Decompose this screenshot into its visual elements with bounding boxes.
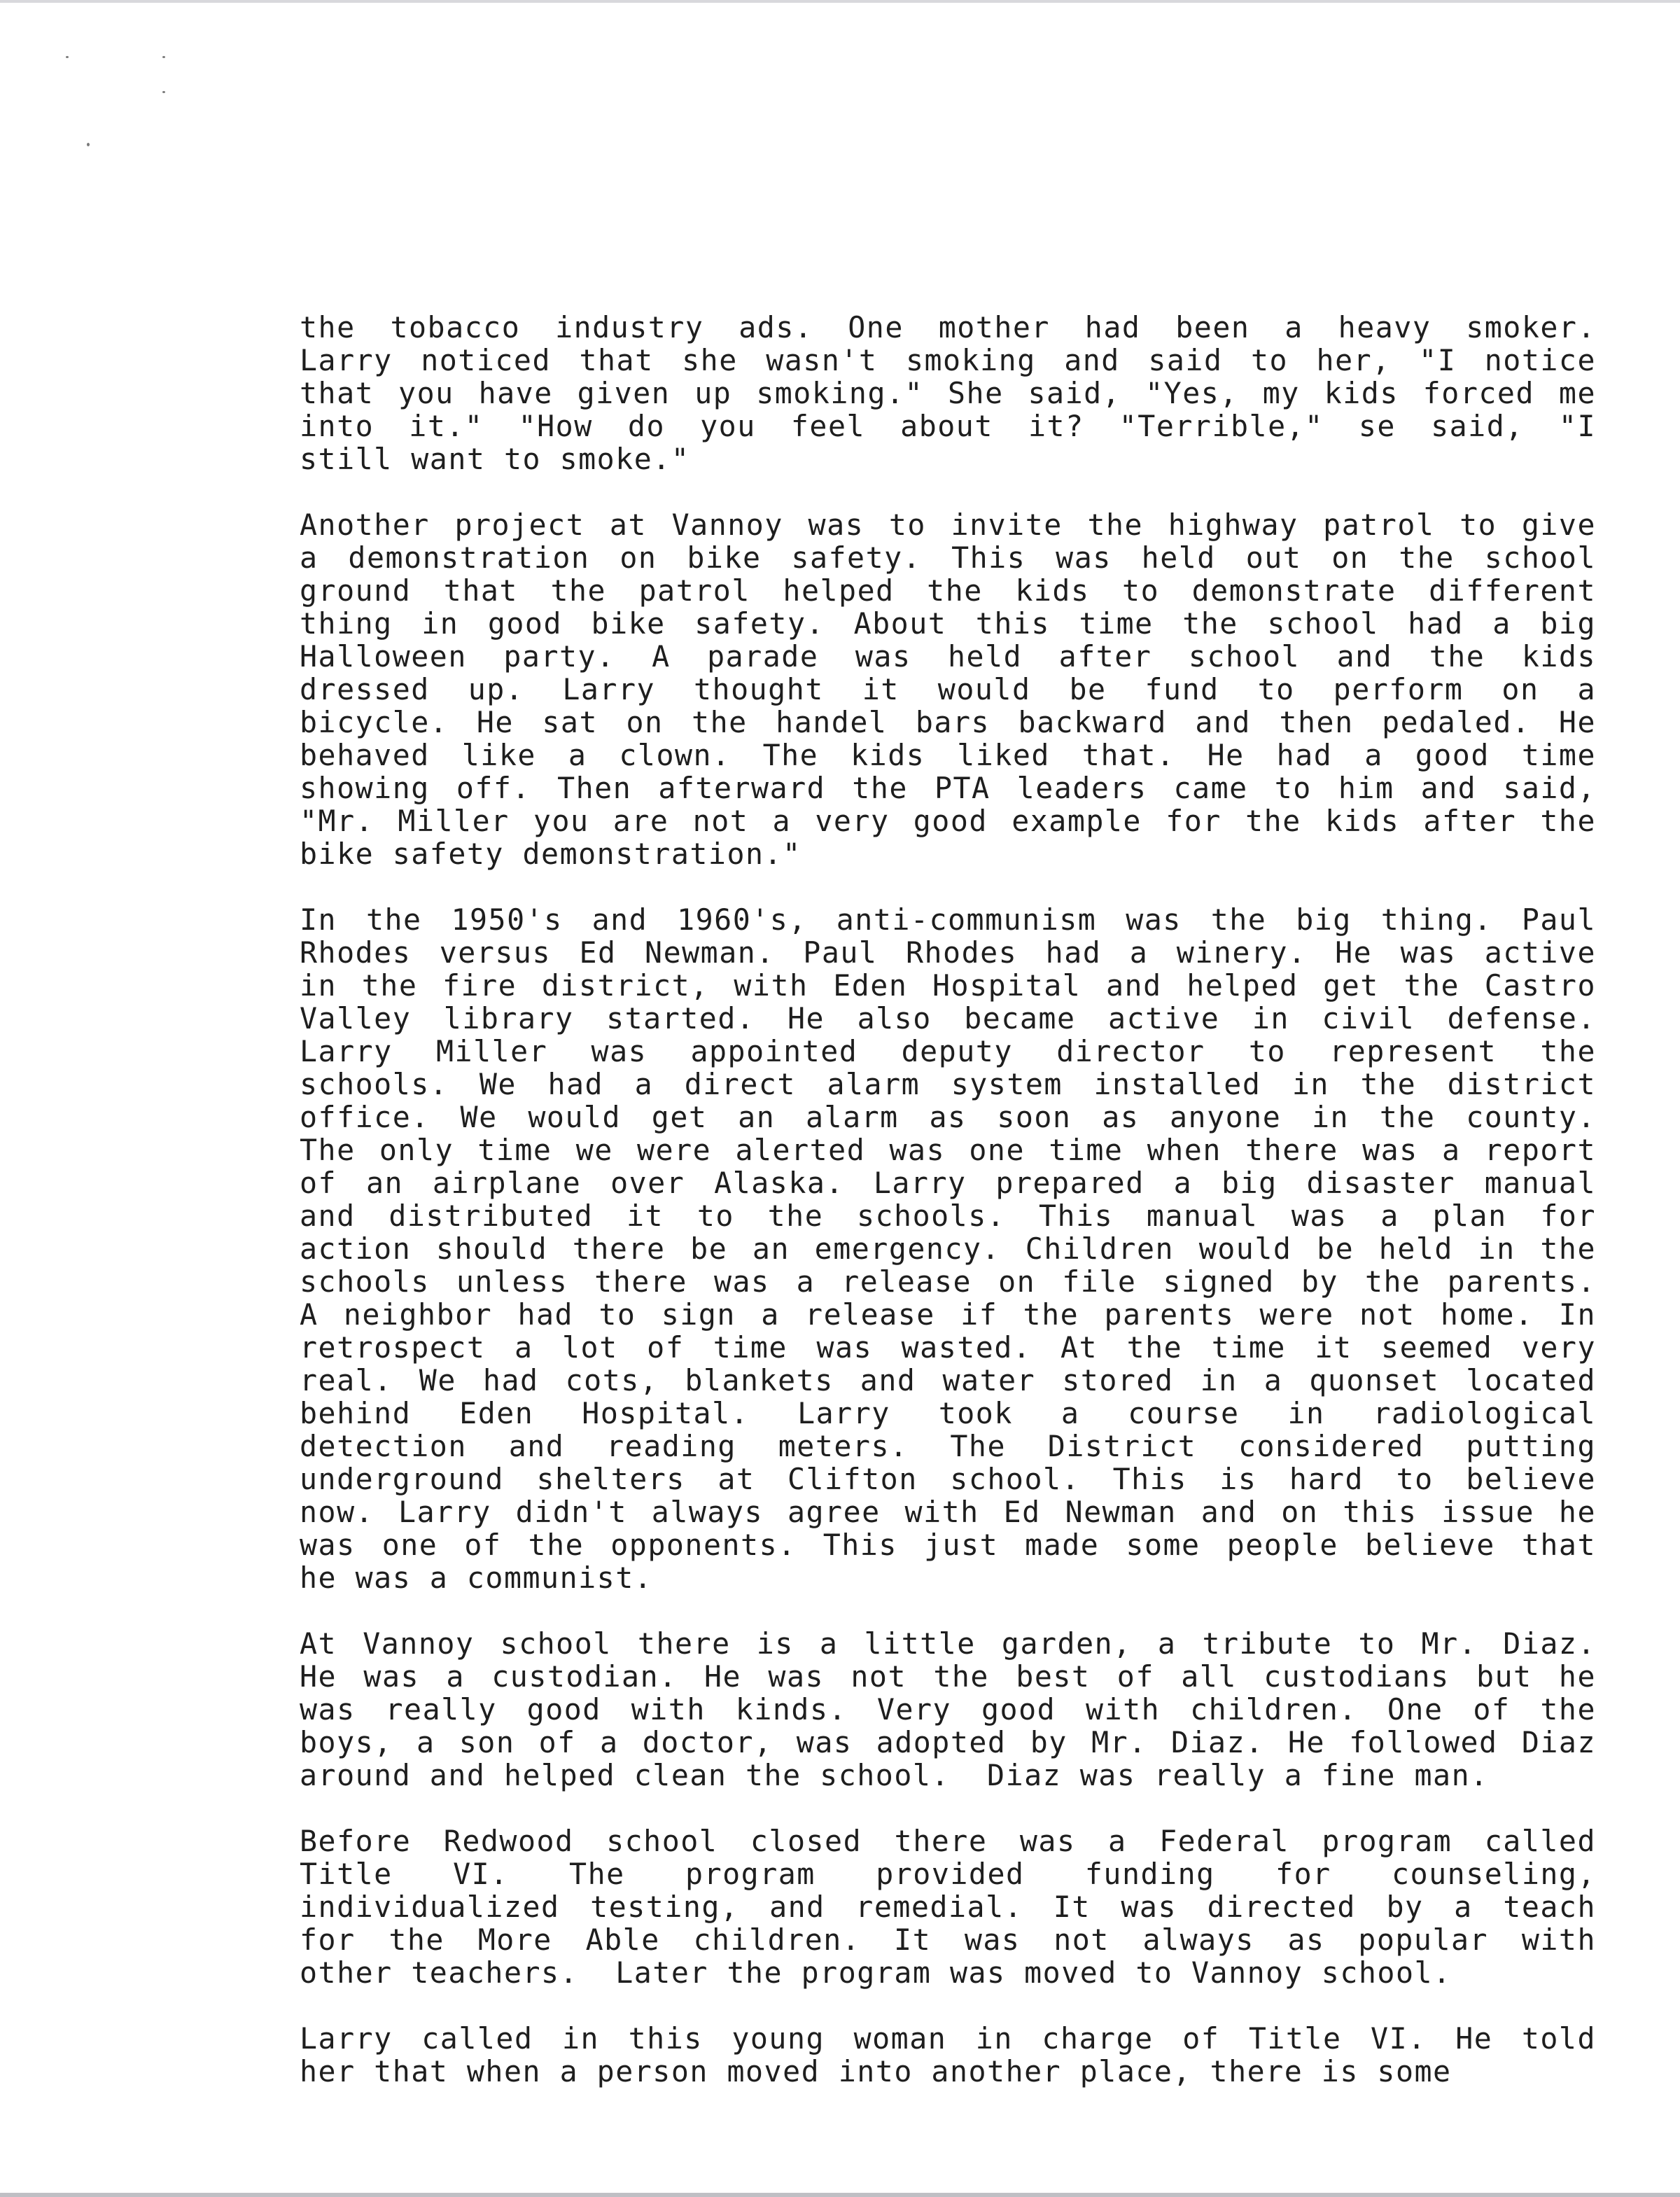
scan-speck [66, 56, 69, 58]
scan-speck [162, 91, 165, 93]
text-line: In the 1950's and 1960's, anti-communism was the big thing. Paul [300, 902, 1596, 937]
text-line: schools. We had a direct alarm system installed in the district [300, 1067, 1596, 1101]
text-line: he was a communist. [300, 1561, 653, 1595]
text-line: of an airplane over Alaska. Larry prepared a big disaster manual [300, 1166, 1596, 1200]
text-line: bicycle. He sat on the handel bars backward and then pedaled. He [300, 705, 1596, 739]
text-line: Before Redwood school closed there was a Federal program called [300, 1824, 1596, 1858]
text-line: was really good with kinds. Very good with children. One of the [300, 1692, 1596, 1727]
text-line: the tobacco industry ads. One mother had been a heavy smoker. [300, 310, 1596, 344]
paragraph [300, 2022, 1596, 2088]
text-line: around and helped clean the school. Diaz was really a fine man. [300, 1758, 1489, 1792]
text-line: still want to smoke." [300, 442, 690, 476]
text-line: He was a custodian. He was not the best of all custodians but he [300, 1659, 1596, 1694]
paragraph [300, 1627, 1596, 1792]
text-line: Rhodes versus Ed Newman. Paul Rhodes had a winery. He was active [300, 935, 1596, 970]
text-line: in the fire district, with Eden Hospital and helped get the Castro [300, 968, 1596, 1003]
text-line: schools unless there was a release on file signed by the parents. [300, 1264, 1596, 1299]
text-line: Halloween party. A parade was held after school and the kids [300, 639, 1596, 674]
text-line: individualized testing, and remedial. It was directed by a teach [300, 1890, 1596, 1924]
text-line: office. We would get an alarm as soon as anyone in the county. [300, 1100, 1596, 1134]
text-line: dressed up. Larry thought it would be fund to perform on a [300, 672, 1596, 706]
text-line: detection and reading meters. The District considered putting [300, 1429, 1596, 1463]
text-line: behaved like a clown. The kids liked that. He had a good time [300, 738, 1596, 772]
text-line: At Vannoy school there is a little garden, a tribute to Mr. Diaz. [300, 1626, 1596, 1661]
text-line: real. We had cots, blankets and water stored in a quonset located [300, 1363, 1596, 1397]
text-line: other teachers. Later the program was moved to Vannoy school. [300, 1955, 1452, 1990]
text-line: and distributed it to the schools. This manual was a plan for [300, 1199, 1596, 1233]
paragraph [300, 903, 1596, 1594]
text-line: "Mr. Miller you are not a very good example for the kids after the [300, 804, 1596, 838]
text-line: Title VI. The program provided funding for counseling, [300, 1857, 1596, 1891]
text-line: Larry noticed that she wasn't smoking and said to her, "I notice [300, 343, 1596, 377]
text-line: boys, a son of a doctor, was adopted by Mr. Diaz. He followed Diaz [300, 1725, 1596, 1759]
text-line: A neighbor had to sign a release if the parents were not home. In [300, 1297, 1596, 1332]
text-line: ground that the patrol helped the kids to demonstrate different [300, 573, 1596, 608]
scan-speck [162, 56, 165, 58]
text-line: The only time we were alerted was one time when there was a report [300, 1133, 1596, 1167]
text-line: bike safety demonstration." [300, 837, 802, 871]
scan-speck [87, 143, 90, 146]
text-line: retrospect a lot of time was wasted. At the time it seemed very [300, 1330, 1596, 1365]
text-line: Larry Miller was appointed deputy director to represent the [300, 1034, 1596, 1068]
text-line: was one of the opponents. This just made some people believe that [300, 1528, 1596, 1562]
text-line: Larry called in this young woman in charge of Title VI. He told [300, 2021, 1596, 2056]
paragraph [300, 311, 1596, 475]
paragraph [300, 1825, 1596, 1989]
text-line: action should there be an emergency. Children would be held in the [300, 1232, 1596, 1266]
text-line: showing off. Then afterward the PTA leaders came to him and said, [300, 771, 1596, 805]
text-line: Valley library started. He also became active in civil defense. [300, 1001, 1596, 1035]
text-line: her that when a person moved into another place, there is some [300, 2054, 1452, 2088]
paragraph [300, 508, 1596, 870]
text-line: for the More Able children. It was not always as popular with [300, 1923, 1596, 1957]
text-line: behind Eden Hospital. Larry took a course in radiological [300, 1396, 1596, 1430]
text-line: into it." "How do you feel about it? "Terrible," se said, "I [300, 409, 1596, 443]
typed-body-text [300, 311, 1596, 2121]
text-line: that you have given up smoking." She said, "Yes, my kids forced me [300, 376, 1596, 410]
text-line: Another project at Vannoy was to invite the highway patrol to give [300, 508, 1596, 542]
page-bottom-edge [0, 2193, 1680, 2197]
text-line: a demonstration on bike safety. This was held out on the school [300, 540, 1596, 575]
text-line: underground shelters at Clifton school. This is hard to believe [300, 1462, 1596, 1496]
text-line: thing in good bike safety. About this time the school had a big [300, 606, 1596, 641]
text-line: now. Larry didn't always agree with Ed Newman and on this issue he [300, 1495, 1596, 1529]
